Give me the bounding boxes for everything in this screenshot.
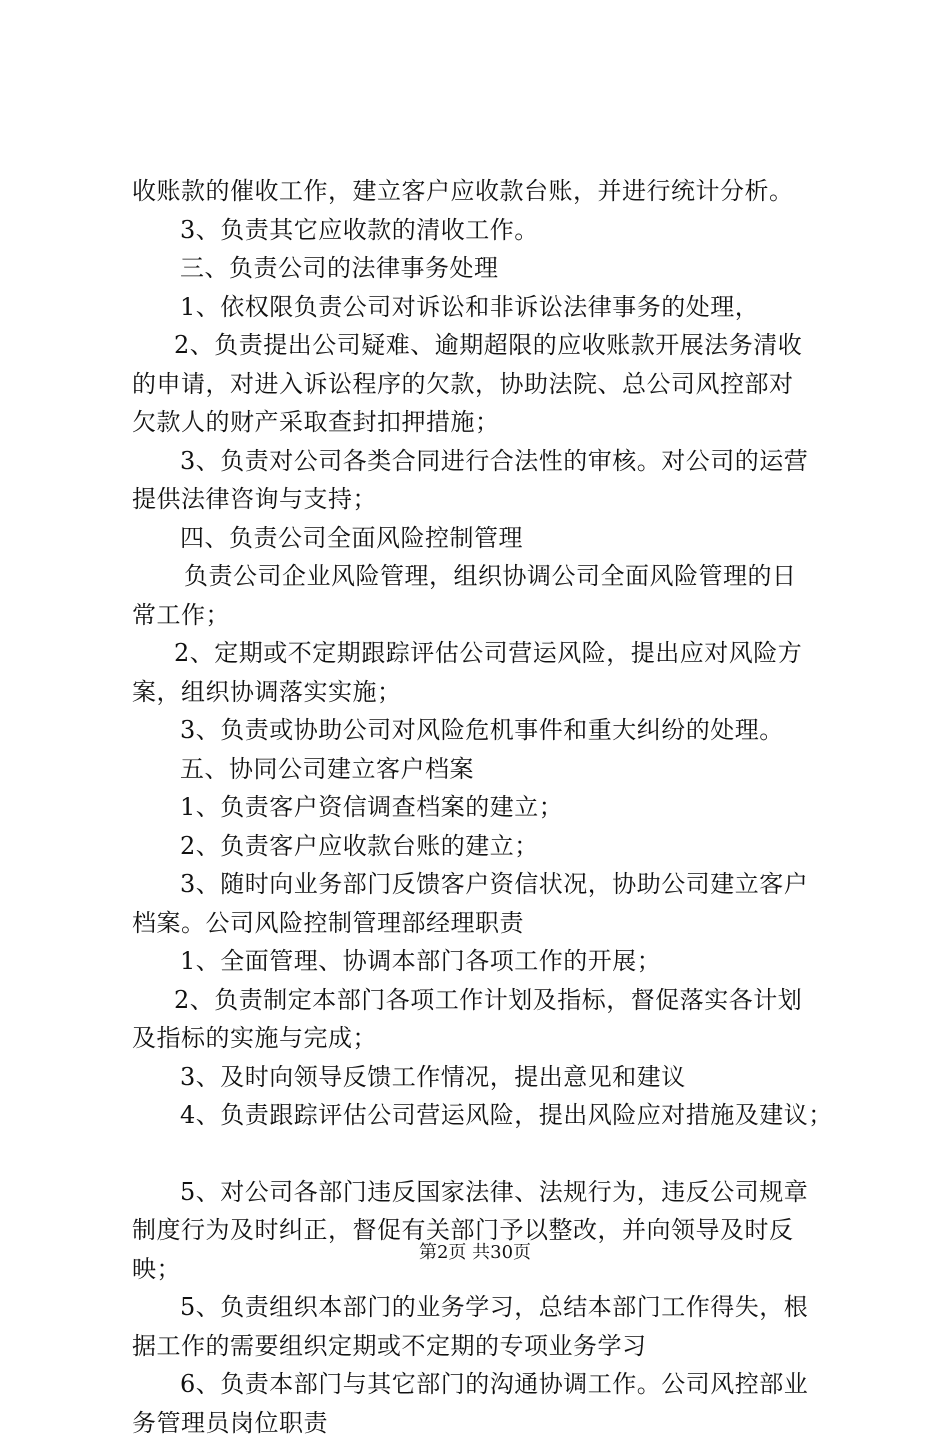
text-line: 2、负责客户应收款台账的建立； [132,827,852,866]
text-line: 务管理员岗位职责 [132,1404,852,1442]
text-line: 1、依权限负责公司对诉讼和非诉讼法律事务的处理， [132,288,852,327]
page-number-footer: 第2页 共30页 [0,1241,950,1265]
text-line: 三、负责公司的法律事务处理 [132,249,852,288]
text-line: 负责公司企业风险管理，组织协调公司全面风险管理的日 [132,557,852,596]
text-line: 3、负责对公司各类合同进行合法性的审核。对公司的运营 [132,442,852,481]
text-line: 档案。公司风险控制管理部经理职责 [132,904,852,943]
text-line: 4、负责跟踪评估公司营运风险，提出风险应对措施及建议； [132,1096,852,1135]
paragraph-gap [132,1135,852,1173]
text-line: 3、负责其它应收款的清收工作。 [132,211,852,250]
text-line: 制度行为及时纠正，督促有关部门予以整改，并向领导及时反 [132,1211,852,1250]
text-line: 2、负责提出公司疑难、逾期超限的应收账款开展法务清收 [132,326,852,365]
text-line: 3、随时向业务部门反馈客户资信状况，协助公司建立客户 [132,865,852,904]
text-line: 提供法律咨询与支持； [132,480,852,519]
text-line: 常工作； [132,596,852,635]
text-line: 欠款人的财产采取查封扣押措施； [132,403,852,442]
text-line: 1、全面管理、协调本部门各项工作的开展； [132,942,852,981]
text-line: 5、对公司各部门违反国家法律、法规行为，违反公司规章 [132,1173,852,1212]
text-line: 案，组织协调落实实施； [132,673,852,712]
text-line: 5、负责组织本部门的业务学习，总结本部门工作得失，根 [132,1288,852,1327]
text-line: 四、负责公司全面风险控制管理 [132,519,852,558]
text-line: 2、负责制定本部门各项工作计划及指标，督促落实各计划 [132,981,852,1020]
text-line: 五、协同公司建立客户档案 [132,750,852,789]
text-line: 1、负责客户资信调查档案的建立； [132,788,852,827]
text-line: 据工作的需要组织定期或不定期的专项业务学习 [132,1327,852,1366]
text-line: 2、定期或不定期跟踪评估公司营运风险，提出应对风险方 [132,634,852,673]
text-line: 映； [132,1250,852,1289]
text-line: 3、及时向领导反馈工作情况，提出意见和建议 [132,1058,852,1097]
text-line: 3、负责或协助公司对风险危机事件和重大纠纷的处理。 [132,711,852,750]
text-line: 及指标的实施与完成； [132,1019,852,1058]
text-line: 收账款的催收工作，建立客户应收款台账，并进行统计分析。 [132,172,852,211]
text-line: 的申请，对进入诉讼程序的欠款，协助法院、总公司风控部对 [132,365,852,404]
text-line: 6、负责本部门与其它部门的沟通协调工作。公司风控部业 [132,1365,852,1404]
